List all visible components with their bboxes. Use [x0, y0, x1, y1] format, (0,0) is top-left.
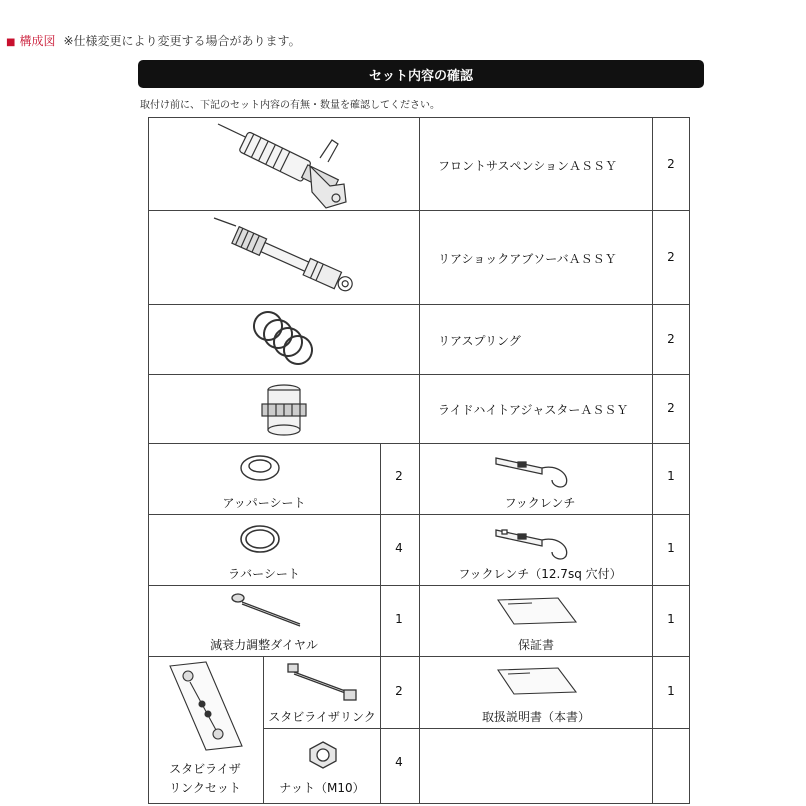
rubber-seat-illustration [237, 522, 283, 556]
red-square-marker: ■ [6, 37, 16, 48]
item-manual: 取扱説明書（本書） [481, 710, 590, 724]
banner-title: セット内容の確認 [138, 60, 704, 88]
qty-hook-wrench-127: 1 [667, 541, 675, 555]
nut-illustration [306, 740, 340, 770]
hook-wrench-illustration [490, 450, 580, 490]
item-damper-dial: 減衰力調整ダイヤル [210, 638, 318, 652]
item-rear-shock: リアショックアブソーバＡＳＳＹ [438, 252, 617, 266]
item-hook-wrench: フックレンチ [504, 496, 576, 510]
diagram-label: 構成図 [19, 34, 56, 48]
rear-spring-illustration [240, 306, 330, 372]
item-hook-wrench-127: フックレンチ（12.7sq 穴付） [458, 567, 622, 581]
qty-ride-height-adjuster: 2 [667, 401, 675, 415]
rear-shock-illustration [200, 212, 370, 304]
front-suspension-illustration [200, 118, 370, 210]
qty-hook-wrench: 1 [667, 469, 675, 483]
qty-front-suspension: 2 [667, 157, 675, 171]
hook-wrench-127-illustration [490, 522, 580, 564]
ride-height-adjuster-illustration [252, 378, 316, 442]
qty-rear-spring: 2 [667, 332, 675, 346]
qty-warranty: 1 [667, 612, 675, 626]
warranty-card-illustration [494, 594, 580, 628]
spec-change-note: ※仕様変更により変更する場合があります。 [63, 34, 301, 48]
qty-manual: 1 [667, 684, 675, 698]
qty-rear-shock: 2 [667, 250, 675, 264]
item-upper-seat: アッパーシート [222, 496, 306, 510]
qty-damper-dial: 1 [395, 612, 403, 626]
item-rear-spring: リアスプリング [438, 334, 521, 348]
qty-stabilizer-link: 2 [395, 684, 403, 698]
qty-upper-seat: 2 [395, 469, 403, 483]
manual-illustration [494, 664, 580, 698]
item-front-suspension: フロントサスペンションＡＳＳＹ [438, 159, 617, 173]
item-warranty: 保証書 [517, 638, 554, 652]
item-rubber-seat: ラバーシート [228, 567, 300, 581]
item-stabilizer-link-set-line1: スタビライザ [169, 762, 241, 776]
item-nut: ナット（M10） [279, 781, 365, 795]
instruction-text: 取付け前に、下記のセット内容の有無・数量を確認してください。 [140, 100, 440, 111]
qty-nut: 4 [395, 755, 403, 769]
item-stabilizer-link-set-line2: リンクセット [169, 781, 241, 795]
stabilizer-link-illustration [282, 662, 362, 702]
item-stabilizer-link: スタビライザリンク [268, 710, 376, 724]
item-ride-height-adjuster: ライドハイトアジャスターＡＳＳＹ [438, 403, 629, 417]
upper-seat-illustration [238, 452, 282, 486]
qty-rubber-seat: 4 [395, 541, 403, 555]
damper-dial-illustration [226, 590, 306, 630]
stabilizer-link-set-illustration [166, 660, 246, 752]
